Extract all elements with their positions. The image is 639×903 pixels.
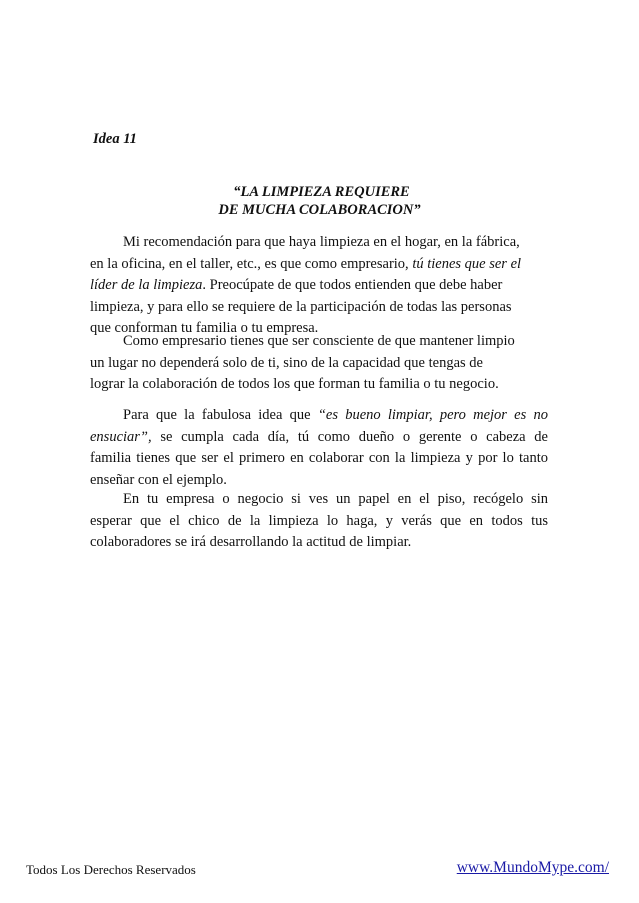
paragraph-4-line-2: esperar que el chico de la limpieza lo haga, y verás que en todos tus	[90, 512, 548, 529]
paragraph-3	[90, 405, 548, 491]
idea-label: Idea 11	[93, 131, 137, 147]
title-line-1: “LA LIMPIEZA REQUIERE	[233, 184, 410, 200]
paragraph-1-line-3	[90, 275, 548, 297]
paragraph-2-line-1: Como empresario tienes que ser consciente de que mantener limpio	[123, 333, 515, 349]
paragraph-1-line-4: limpieza, y para ello se requiere de la participación de todas las personas	[90, 298, 512, 315]
paragraph-1	[90, 232, 548, 340]
paragraph-4-line-3: colaboradores se irá desarrollando la actitud de limpiar.	[90, 534, 412, 550]
paragraph-4	[90, 489, 548, 554]
paragraph-2	[90, 331, 548, 396]
paragraph-1-emphasis-2: líder de la limpieza	[90, 277, 203, 293]
paragraph-1-line-2	[90, 254, 548, 276]
paragraph-1-emphasis-1: tú tienes que ser el	[412, 255, 522, 272]
footer-rights-text: Todos Los Derechos Reservados	[26, 862, 196, 877]
paragraph-1-line-2-text: en la oficina, en el taller, etc., es que como empresario,	[90, 255, 413, 272]
paragraph-3-line-1-text: Para que la fabulosa idea que	[123, 407, 318, 423]
paragraph-2-line-3: lograr la colaboración de todos los que forman tu familia o tu negocio.	[90, 376, 499, 392]
paragraph-3-line-2-text: se cumpla cada día, tú como dueño o gerente o cabeza de	[151, 428, 548, 445]
paragraph-3-line-4: enseñar con el ejemplo.	[90, 471, 227, 488]
footer-website-link[interactable]: www.MundoMype.com/	[456, 859, 609, 876]
paragraph-1-line-5: que conforman tu familia o tu empresa.	[90, 320, 319, 336]
paragraph-3-quote-part-1: “es bueno limpiar, pero mejor es no	[317, 407, 548, 423]
paragraph-3-line-3: familia tienes que ser el primero en colaborar con la limpieza y por lo tanto	[90, 450, 548, 466]
title-line-2: DE MUCHA COLABORACION”	[218, 202, 421, 218]
paragraph-4-line-1: En tu empresa o negocio si ves un papel en el piso, recógelo sin	[123, 491, 548, 507]
paragraph-3-quote-part-2: ensuciar”,	[90, 428, 152, 445]
paragraph-3-line-1	[90, 405, 548, 427]
paragraph-1-line-1: Mi recomendación para que haya limpieza en el hogar, en la fábrica,	[123, 234, 520, 250]
paragraph-2-line-2: un lugar no dependerá solo de ti, sino de la capacidad que tengas de	[90, 354, 483, 371]
paragraph-1-line-3-text: . Preocúpate de que todos entienden que debe haber	[202, 277, 503, 293]
paragraph-3-line-2	[90, 427, 548, 449]
